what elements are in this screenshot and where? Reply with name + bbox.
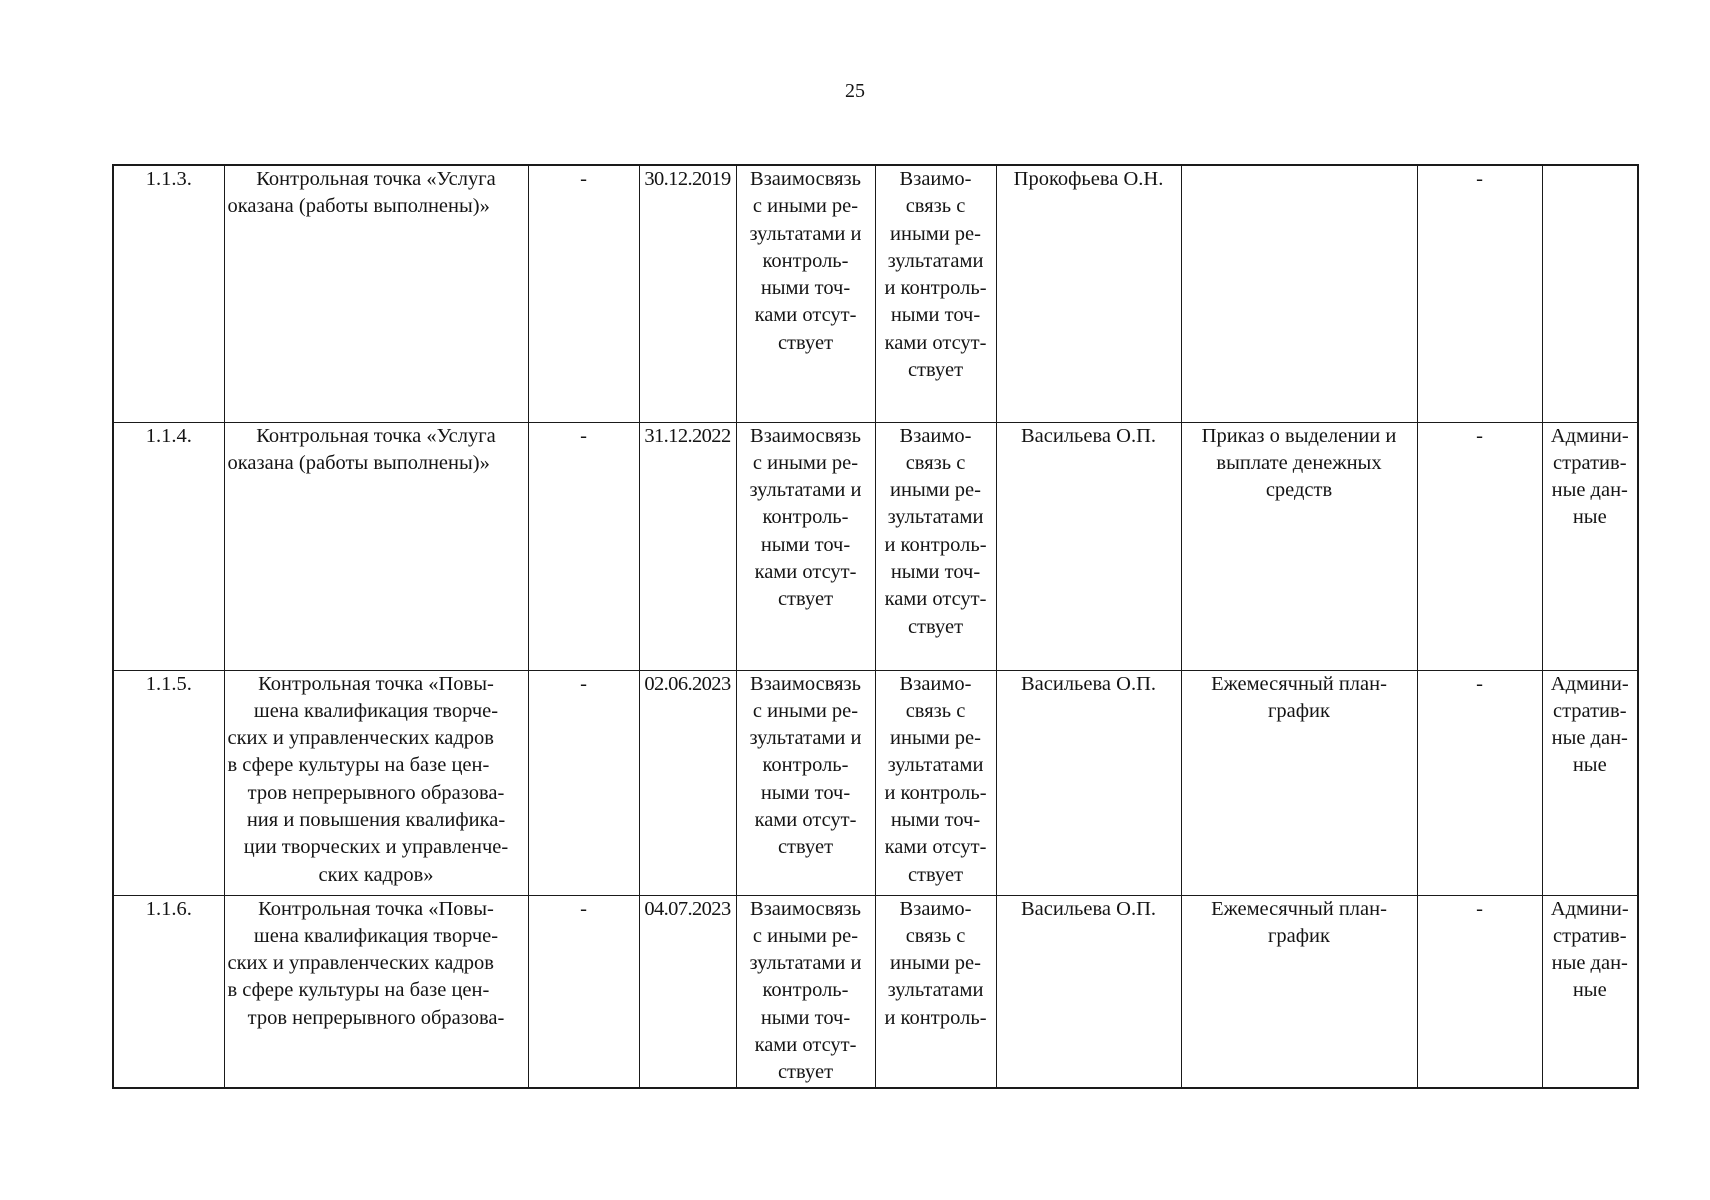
control-point-name-cell	[224, 165, 528, 422]
relation-line: ными точ-	[890, 808, 981, 831]
relation-line: Взаимосвязь	[750, 897, 861, 920]
relation-cell	[736, 895, 875, 1088]
name-line: Контрольная точка «Повы-	[258, 672, 494, 695]
relation-line: зультатами и	[749, 727, 862, 750]
relation-line: Взаимосвязь	[750, 168, 861, 190]
name-line: ния и повышения квалифика-	[246, 808, 506, 831]
date-cell: 02.06.2023	[639, 670, 736, 895]
source-line: стратив-	[1552, 699, 1627, 722]
source-line: Админи-	[1550, 424, 1629, 447]
relation-line: ными точ-	[760, 277, 851, 300]
relation-line: ками отсут-	[884, 331, 987, 354]
relation-line: с иными ре-	[752, 924, 859, 947]
dash-cell-2: -	[1417, 670, 1542, 895]
relation-line: ками отсут-	[884, 836, 987, 859]
data-source-cell	[1542, 422, 1638, 670]
relation-line: контроль-	[762, 249, 849, 272]
relation-line: иными ре-	[890, 479, 981, 502]
relation-line: ками отсут-	[754, 808, 857, 831]
relation-line: и контроль-	[884, 533, 987, 556]
dash-cell: -	[528, 670, 639, 895]
table-row	[113, 670, 1638, 895]
document-line: Приказ о выделении и	[1201, 424, 1397, 447]
document-line: график	[1268, 924, 1330, 947]
name-line: Контрольная точка «Услуга	[256, 424, 496, 447]
document-cell	[1181, 670, 1417, 895]
source-line: ные дан-	[1551, 952, 1628, 975]
responsible-person-cell: Прокофьева О.Н.	[996, 165, 1181, 422]
relation-cell-2	[875, 165, 996, 422]
relation-line: и контроль-	[884, 781, 987, 804]
relation-line: ствует	[907, 615, 964, 638]
dash-cell-2: -	[1417, 895, 1542, 1088]
relation-cell-2	[875, 422, 996, 670]
relation-line: с иными ре-	[752, 699, 859, 722]
relation-line: контроль-	[762, 506, 849, 529]
relation-line: Взаимо-	[899, 168, 972, 190]
table-row	[113, 165, 1638, 422]
responsible-person-cell: Васильева О.П.	[996, 422, 1181, 670]
relation-line: контроль-	[762, 754, 849, 777]
relation-line: Взаимо-	[899, 672, 972, 695]
relation-line: с иными ре-	[752, 195, 859, 218]
data-source-cell	[1542, 670, 1638, 895]
relation-line: зультатами и	[749, 479, 862, 502]
source-line: Админи-	[1550, 672, 1629, 695]
relation-line: ными точ-	[760, 533, 851, 556]
relation-line: ствует	[777, 331, 834, 354]
control-point-name-cell	[224, 670, 528, 895]
name-line: ских кадров»	[318, 863, 434, 886]
document-line: Ежемесячный план-	[1211, 672, 1387, 695]
relation-line: ными точ-	[760, 781, 851, 804]
relation-line: ствует	[777, 1061, 834, 1084]
responsible-person-cell: Васильева О.П.	[996, 670, 1181, 895]
name-line: ских и управленческих кадров	[227, 727, 494, 750]
relation-line: Взаимосвязь	[750, 424, 861, 447]
name-line: шена квалификация творче-	[253, 699, 499, 722]
relation-line: Взаимосвязь	[750, 672, 861, 695]
date-cell: 04.07.2023	[639, 895, 736, 1088]
control-point-name-cell	[224, 422, 528, 670]
document-line: выплате денежных	[1216, 451, 1382, 474]
dash-cell: -	[528, 422, 639, 670]
relation-line: ствует	[907, 863, 964, 886]
name-line: в сфере культуры на базе цен-	[227, 979, 490, 1002]
source-line: ные	[1572, 754, 1607, 777]
relation-line: связь с	[905, 451, 966, 474]
name-line: Контрольная точка «Повы-	[258, 897, 494, 920]
source-line: ные дан-	[1551, 727, 1628, 750]
name-line: ции творческих и управленче-	[243, 836, 509, 859]
relation-line: зультатами	[887, 754, 984, 777]
row-number-cell: 1.1.3.	[113, 165, 224, 422]
relation-line: и контроль-	[884, 277, 987, 300]
relation-line: зультатами и	[749, 222, 862, 245]
name-line: в сфере культуры на базе цен-	[227, 754, 490, 777]
control-point-name-cell	[224, 895, 528, 1088]
relation-line: иными ре-	[890, 222, 981, 245]
document-line: график	[1268, 699, 1330, 722]
relation-line: связь с	[905, 699, 966, 722]
table-body	[113, 165, 1638, 1088]
relation-line: ками отсут-	[754, 1033, 857, 1056]
name-line: оказана (работы выполнены)»	[227, 451, 490, 474]
dash-cell-2: -	[1417, 422, 1542, 670]
relation-line: ными точ-	[890, 304, 981, 327]
table-row	[113, 422, 1638, 670]
dash-cell: -	[528, 165, 639, 422]
relation-line: зультатами	[887, 979, 984, 1002]
dash-cell-2: -	[1417, 165, 1542, 422]
data-source-cell	[1542, 165, 1638, 422]
relation-line: ными точ-	[890, 560, 981, 583]
document-cell	[1181, 165, 1417, 422]
source-line: ные	[1572, 506, 1607, 529]
relation-cell	[736, 165, 875, 422]
relation-line: с иными ре-	[752, 451, 859, 474]
relation-cell	[736, 422, 875, 670]
name-line: ских и управленческих кадров	[227, 952, 494, 975]
responsible-person-cell: Васильева О.П.	[996, 895, 1181, 1088]
source-line: Админи-	[1550, 897, 1629, 920]
source-line: стратив-	[1552, 924, 1627, 947]
relation-line: зультатами и	[749, 952, 862, 975]
relation-line: Взаимо-	[899, 424, 972, 447]
relation-cell-2	[875, 670, 996, 895]
relation-line: Взаимо-	[899, 897, 972, 920]
relation-line: связь с	[905, 924, 966, 947]
relation-line: ствует	[777, 588, 834, 611]
name-line: тров непрерывного образова-	[247, 781, 505, 804]
relation-line: ными точ-	[760, 1006, 851, 1029]
source-line: ные	[1572, 979, 1607, 1002]
control-points-table	[112, 164, 1639, 1089]
relation-line: и контроль-	[884, 1006, 987, 1029]
name-line: Контрольная точка «Услуга	[256, 168, 496, 190]
source-line: стратив-	[1552, 451, 1627, 474]
relation-line: ками отсут-	[884, 588, 987, 611]
row-number-cell: 1.1.4.	[113, 422, 224, 670]
relation-line: иными ре-	[890, 727, 981, 750]
data-source-cell	[1542, 895, 1638, 1088]
document-cell	[1181, 895, 1417, 1088]
name-line: шена квалификация творче-	[253, 924, 499, 947]
name-line: тров непрерывного образова-	[247, 1006, 505, 1029]
relation-cell	[736, 670, 875, 895]
name-line: оказана (работы выполнены)»	[227, 195, 490, 218]
relation-line: контроль-	[762, 979, 849, 1002]
document-line: Ежемесячный план-	[1211, 897, 1387, 920]
document-line: средств	[1265, 479, 1333, 502]
source-line: ные дан-	[1551, 479, 1628, 502]
relation-line: зультатами	[887, 506, 984, 529]
relation-cell-2	[875, 895, 996, 1088]
page-number: 25	[845, 80, 865, 102]
table-row	[113, 895, 1638, 1088]
row-number-cell: 1.1.5.	[113, 670, 224, 895]
relation-line: ками отсут-	[754, 560, 857, 583]
relation-line: ками отсут-	[754, 304, 857, 327]
relation-line: ствует	[907, 359, 964, 382]
relation-line: ствует	[777, 836, 834, 859]
relation-line: связь с	[905, 195, 966, 218]
row-number-cell: 1.1.6.	[113, 895, 224, 1088]
date-cell: 30.12.2019	[639, 165, 736, 422]
document-cell	[1181, 422, 1417, 670]
date-cell: 31.12.2022	[639, 422, 736, 670]
relation-line: зультатами	[887, 249, 984, 272]
dash-cell: -	[528, 895, 639, 1088]
relation-line: иными ре-	[890, 952, 981, 975]
